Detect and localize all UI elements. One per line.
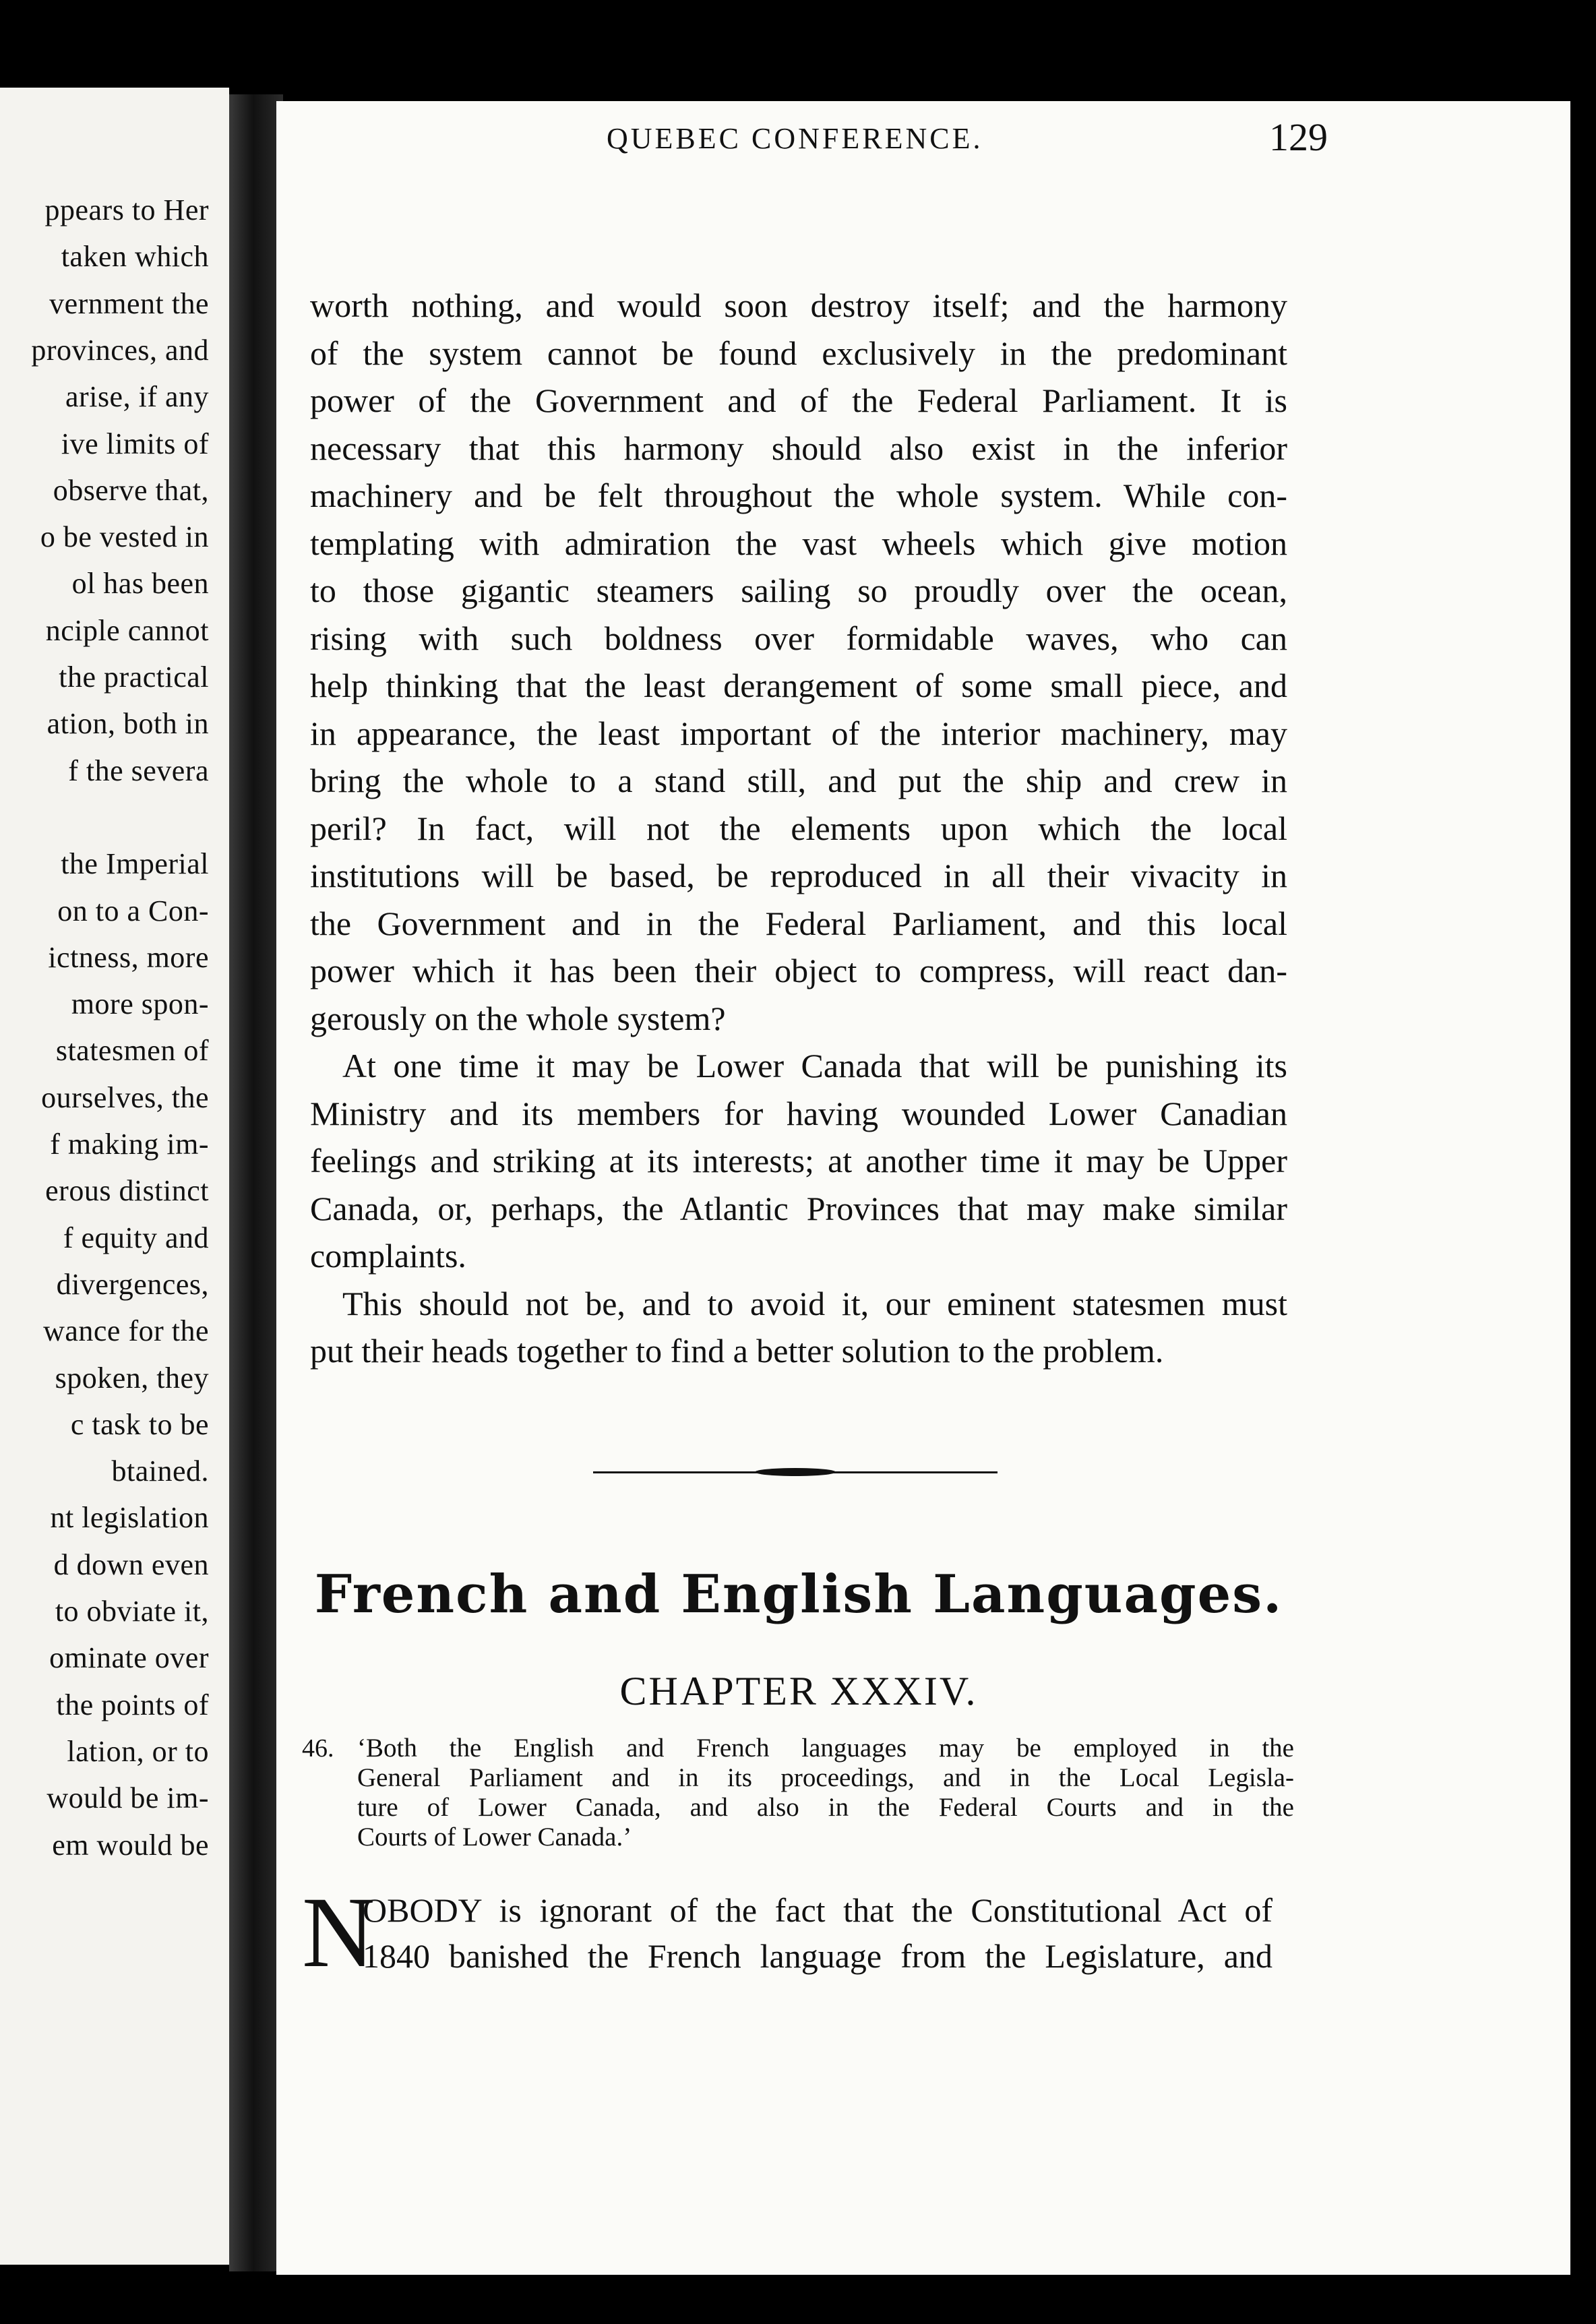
- resolution-line: ‘Both the English and French languages may be employed in the: [357, 1734, 1294, 1763]
- text-line: power of the Government and of the Federal Parliament. It is: [310, 381, 1287, 419]
- section-divider-ornament: [755, 1468, 836, 1476]
- left-page-line: nt legislation: [50, 1501, 209, 1535]
- left-page-line: lation, or to: [67, 1734, 209, 1768]
- left-page-line: ive limits of: [61, 427, 209, 460]
- opening-text: [363, 1887, 1272, 1979]
- text-line: machinery and be felt throughout the whole system. While con-: [310, 477, 1287, 514]
- left-page-line: nciple cannot: [45, 613, 209, 647]
- left-page-line: ictness, more: [48, 940, 209, 974]
- chapter-heading: CHAPTER XXXIV.: [619, 1669, 978, 1713]
- previous-page-fragment: [0, 88, 229, 2265]
- text-line: power which it has been their object to compress, will react dan-: [310, 952, 1287, 989]
- left-page-line: observe that,: [53, 473, 209, 507]
- text-line: This should not be, and to avoid it, our eminent statesmen must: [342, 1284, 1287, 1322]
- left-page-line: erous distinct: [45, 1174, 209, 1208]
- text-line: At one time it may be Lower Canada that will be punishing its: [342, 1047, 1287, 1084]
- text-line: Ministry and its members for having wounded Lower Canadian: [310, 1094, 1287, 1132]
- text-line: institutions will be based, be reproduced in all their vivacity in: [310, 857, 1287, 894]
- page-number: 129: [1269, 115, 1328, 159]
- left-page-line: would be im-: [47, 1781, 209, 1815]
- text-line: the Government and in the Federal Parliament, and this local: [310, 904, 1287, 942]
- left-page-line: provinces, and: [31, 333, 209, 367]
- text-line: help thinking that the least derangement of some small piece, and: [310, 667, 1287, 704]
- text-line: to those gigantic steamers sailing so proudly over the ocean,: [310, 572, 1287, 609]
- resolution-line: ture of Lower Canada, and also in the Federal Courts and in the: [357, 1793, 1294, 1822]
- text-line: OBODY is ignorant of the fact that the Constitutional Act of: [363, 1891, 1272, 1929]
- left-page-line: statesmen of: [55, 1034, 209, 1068]
- left-page-line: vernment the: [49, 286, 209, 320]
- running-title: QUEBEC CONFERENCE.: [607, 122, 983, 155]
- text-line: peril? In fact, will not the elements upon which the local: [310, 809, 1287, 847]
- left-page-line: ominate over: [49, 1641, 209, 1675]
- left-page-line: d down even: [53, 1548, 209, 1581]
- paragraph-1: [310, 282, 1287, 1042]
- text-line: rising with such boldness over formidable waves, who can: [310, 619, 1287, 657]
- text-line: necessary that this harmony should also exist in the inferior: [310, 429, 1287, 467]
- text-line: gerously on the whole system?: [310, 999, 726, 1037]
- running-head: [330, 115, 1328, 169]
- drop-cap: N: [302, 1876, 375, 1988]
- book-gutter: [229, 94, 283, 2271]
- left-page-line: more spon-: [71, 987, 209, 1021]
- paragraph-2: [310, 1042, 1287, 1280]
- resolution-number: 46.: [302, 1734, 334, 1763]
- left-page-line: wance for the: [43, 1314, 209, 1348]
- left-page-line: the practical: [59, 661, 209, 694]
- left-page-line: to obviate it,: [55, 1595, 209, 1628]
- left-page-line: arise, if any: [65, 380, 209, 414]
- text-line: put their heads together to find a better solution to the problem.: [310, 1332, 1164, 1370]
- left-page-line: f equity and: [63, 1221, 209, 1254]
- text-line: feelings and striking at its interests; at another time it may be Upper: [310, 1142, 1287, 1180]
- resolution-text: [357, 1734, 1294, 1852]
- text-line: templating with admiration the vast wheels which give motion: [310, 524, 1287, 562]
- left-page-line: btained.: [111, 1455, 209, 1488]
- left-page-line: f the severa: [68, 754, 209, 787]
- left-page-line: the Imperial: [61, 847, 209, 881]
- text-line: of the system cannot be found exclusively in the predominant: [310, 334, 1287, 372]
- section-title: French and English Languages.: [314, 1564, 1283, 1625]
- text-line: in appearance, the least important of the interior machinery, may: [310, 714, 1287, 752]
- left-page-line: divergences,: [56, 1267, 209, 1301]
- left-page-line: ppears to Her: [44, 193, 209, 226]
- text-line: complaints.: [310, 1237, 466, 1275]
- body-text: [310, 282, 1287, 1375]
- left-page-line: on to a Con-: [57, 894, 209, 927]
- left-page-line: em would be: [52, 1828, 209, 1862]
- paragraph-3: [310, 1280, 1287, 1375]
- left-page-line: ol has been: [71, 567, 209, 601]
- text-line: worth nothing, and would soon destroy itself; and the harmony: [310, 286, 1287, 324]
- text-line: bring the whole to a stand still, and put the ship and crew in: [310, 762, 1287, 799]
- resolution-line: Courts of Lower Canada.’: [357, 1823, 632, 1852]
- text-line: Canada, or, perhaps, the Atlantic Provinces that may make similar: [310, 1189, 1287, 1227]
- left-page-line: c task to be: [70, 1407, 209, 1441]
- left-page-line: ation, both in: [47, 707, 209, 741]
- left-page-line: the points of: [56, 1688, 209, 1721]
- left-page-line: ourselves, the: [41, 1080, 209, 1114]
- resolution-line: General Parliament and in its proceedings, and in the Local Legisla-: [357, 1763, 1294, 1792]
- left-page-line: spoken, they: [55, 1361, 209, 1395]
- left-page-line: taken which: [61, 240, 209, 274]
- left-page-line: f making im-: [50, 1128, 209, 1161]
- left-page-line: o be vested in: [40, 520, 209, 554]
- text-line: 1840 banished the French language from the Legislature, and: [363, 1937, 1272, 1975]
